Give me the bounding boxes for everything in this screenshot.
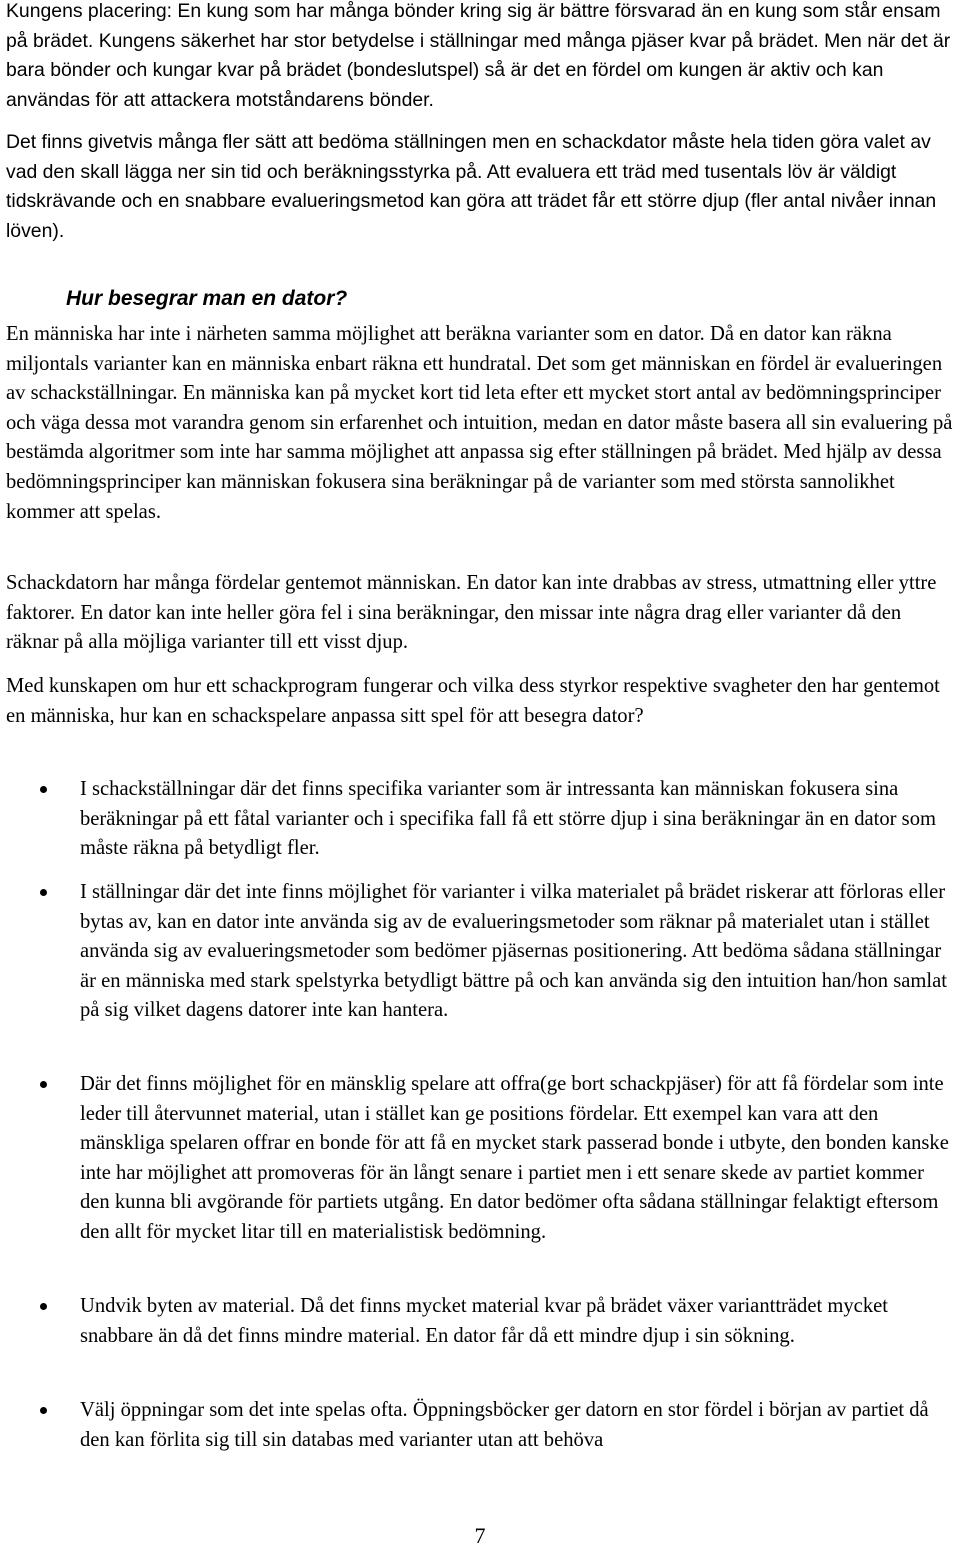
page-number: 7 — [474, 1523, 486, 1548]
section-heading: Hur besegrar man en dator? — [66, 287, 348, 310]
list-item-text: Välj öppningar som det inte spelas ofta. Öppningsböcker ger datorn en stor fördel i början av partiet då den kan förlita sig till sin databas med varianter utan att behöva — [80, 1399, 929, 1451]
bullet-icon — [40, 786, 47, 793]
list-item-text: Undvik byten av material. Då det finns mycket material kvar på brädet växer variantträdet mycket snabbare än då det finns mindre material. En dator får då ett mindre djup i sin sökning. — [80, 1295, 888, 1347]
paragraph-evaluation-methods: Det finns givetvis många fler sätt att bedöma ställningen men en schackdator måste hela tiden göra valet av vad den skall lägga ner sin tid och beräkningsstyrka på. Att evaluera ett träd med tusentals löv är väldigt tidskrävande och en snabbare evalueringsmetod kan göra att trädet får ett större djup (fler antal nivåer innan löven). — [6, 131, 937, 242]
paragraph-question: Med kunskapen om hur ett schackprogram fungerar och vilka dess styrkor respektive svagheter den har gentemot en människa, hur kan en schackspelare anpassa sitt spel för att besegra dator? — [6, 675, 940, 727]
bullet-icon — [40, 1081, 47, 1088]
list-item-text: Där det finns möjlighet för en mänsklig spelare att offra(ge bort schackpjäser) för att få fördelar som inte leder till återvunnet material, utan i stället kan ge positions fördelar. Ett exempel kan vara att den mänskliga spelaren offrar en bonde för att få en mycket stark passerad bonde i utbyte, den bonden kanske inte har möjlighet att promoveras för än långt senare i partiet men i ett senare skede av partiet kommer den kunna bli avgörande för partiets utgång. En dator bedömer ofta sådana ställningar felaktigt eftersom den allt för mycket litar till en materialistisk bedömning. — [80, 1073, 949, 1243]
bullet-icon — [40, 1407, 47, 1414]
list-item-text: I schackställningar där det finns specifika varianter som är intressanta kan människan fokusera sina beräkningar på ett fåtal varianter och i specifika fall få ett större djup i sina beräkningar än en dator som måste räkna på betydligt fler. — [80, 778, 937, 860]
list-item-text: I ställningar där det inte finns möjlighet för varianter i vilka materialet på brädet riskerar att förloras eller bytas av, kan en dator inte använda sig av de evalueringsmetoder som räknar på materialet utan i stället använda sig av evalueringsmetoder som bedömer pjäsernas positionering. Att bedöma sådana ställningar är en människa med stark spelstyrka betydligt bättre på och kan använda sig den intuition han/hon samlat på sig vilket dagens datorer inte kan hantera. — [80, 881, 947, 1022]
bullet-icon — [40, 1303, 47, 1310]
paragraph-king-placement: Kungens placering: En kung som har många bönder kring sig är bättre försvarad än en kung som står ensam på brädet. Kungens säkerhet har stor betydelse i ställningar med många pjäser kvar på brädet. Men när det är bara bönder och kungar kvar på brädet (bondeslutspel) så är det en fördel om kungen är aktiv och kan användas för att attackera motståndarens bönder. — [6, 0, 951, 111]
bullet-icon — [40, 889, 47, 896]
paragraph-computer-advantages: Schackdatorn har många fördelar gentemot människan. En dator kan inte drabbas av stress, utmattning eller yttre faktorer. En dator kan inte heller göra fel i sina beräkningar, den missar inte några drag eller varianter då den räknar på alla möjliga varianter till ett visst djup. — [6, 572, 937, 654]
paragraph-human-vs-computer: En människa har inte i närheten samma möjlighet att beräkna varianter som en dator. Då en dator kan räkna miljontals varianter kan en människa enbart räkna ett hundratal. Det som get människan en fördel är evalueringen av schackställningar. En människa kan på mycket kort tid leta efter ett mycket stort antal av bedömningsprinciper och väga dessa mot varandra genom sin erfarenhet och intuition, medan en dator måste basera all sin evaluering på bestämda algoritmer som inte har samma möjlighet att anpassa sig efter ställningen på brädet. Med hjälp av dessa bedömningsprinciper kan människan fokusera sina beräkningar på de varianter som med största sannolikhet kommer att spelas. — [6, 323, 953, 523]
